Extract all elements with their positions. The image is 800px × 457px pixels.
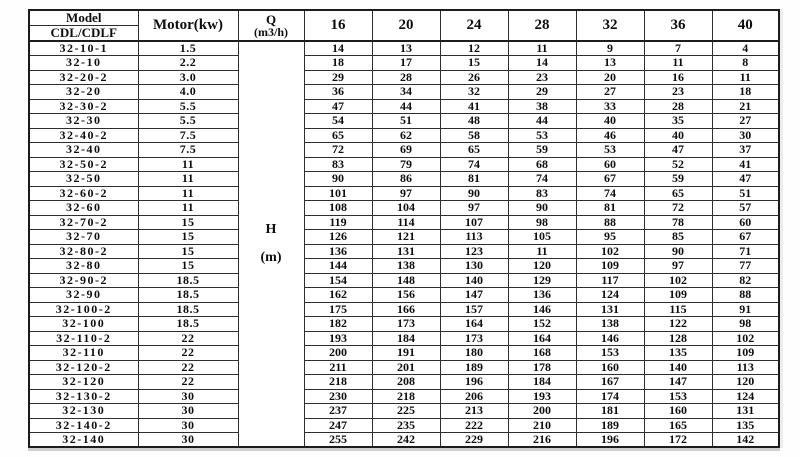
table-row <box>29 56 779 71</box>
model-cell: 32-30-2 <box>29 99 138 114</box>
head-value-cell: 32 <box>440 85 508 100</box>
head-value-cell: 168 <box>508 346 576 361</box>
head-value-cell: 102 <box>712 331 779 346</box>
head-value-cell: 208 <box>372 375 440 390</box>
head-value-cell: 67 <box>712 230 779 245</box>
table-row <box>29 172 779 187</box>
head-value-cell: 97 <box>644 259 712 274</box>
head-value-cell: 113 <box>712 360 779 375</box>
head-value-cell: 160 <box>644 404 712 419</box>
head-value-cell: 60 <box>576 157 644 172</box>
head-value-cell: 144 <box>304 259 372 274</box>
head-value-cell: 14 <box>304 41 372 56</box>
head-value-cell: 153 <box>644 389 712 404</box>
head-value-cell: 184 <box>372 331 440 346</box>
head-value-cell: 162 <box>304 288 372 303</box>
head-value-cell: 86 <box>372 172 440 187</box>
head-value-cell: 101 <box>304 186 372 201</box>
head-value-cell: 109 <box>644 288 712 303</box>
model-cell: 32-110-2 <box>29 331 138 346</box>
head-value-cell: 28 <box>372 70 440 85</box>
motor-cell: 3.0 <box>138 70 238 85</box>
head-value-cell: 34 <box>372 85 440 100</box>
head-value-cell: 27 <box>576 85 644 100</box>
motor-cell: 30 <box>138 433 238 448</box>
head-value-cell: 81 <box>440 172 508 187</box>
head-value-cell: 119 <box>304 215 372 230</box>
head-value-cell: 11 <box>508 244 576 259</box>
head-value-cell: 47 <box>304 99 372 114</box>
head-value-cell: 83 <box>508 186 576 201</box>
head-value-cell: 140 <box>644 360 712 375</box>
head-value-cell: 142 <box>712 433 779 448</box>
table-row <box>29 375 779 390</box>
head-value-cell: 102 <box>576 244 644 259</box>
head-value-cell: 4 <box>712 41 779 56</box>
head-value-cell: 235 <box>372 418 440 433</box>
head-value-cell: 131 <box>712 404 779 419</box>
table-row <box>29 360 779 375</box>
model-cell: 32-130-2 <box>29 389 138 404</box>
head-value-cell: 79 <box>372 157 440 172</box>
model-cell: 32-10-1 <box>29 41 138 56</box>
head-value-cell: 14 <box>508 56 576 71</box>
model-cell: 32-60 <box>29 201 138 216</box>
motor-cell: 2.2 <box>138 56 238 71</box>
model-cell: 32-100 <box>29 317 138 332</box>
head-value-cell: 122 <box>644 317 712 332</box>
table-row <box>29 201 779 216</box>
head-value-cell: 121 <box>372 230 440 245</box>
head-value-cell: 27 <box>712 114 779 129</box>
head-value-cell: 48 <box>440 114 508 129</box>
head-value-cell: 65 <box>644 186 712 201</box>
head-value-cell: 138 <box>576 317 644 332</box>
head-value-cell: 120 <box>712 375 779 390</box>
head-value-cell: 104 <box>372 201 440 216</box>
head-value-cell: 153 <box>576 346 644 361</box>
table-row <box>29 389 779 404</box>
head-value-cell: 136 <box>508 288 576 303</box>
motor-cell: 18.5 <box>138 273 238 288</box>
head-value-cell: 225 <box>372 404 440 419</box>
head-value-cell: 90 <box>644 244 712 259</box>
head-value-cell: 47 <box>644 143 712 158</box>
head-value-cell: 210 <box>508 418 576 433</box>
motor-cell: 18.5 <box>138 302 238 317</box>
head-value-cell: 172 <box>644 433 712 448</box>
motor-cell: 5.5 <box>138 99 238 114</box>
head-value-cell: 108 <box>304 201 372 216</box>
head-value-cell: 146 <box>576 331 644 346</box>
table-row <box>29 215 779 230</box>
head-value-cell: 113 <box>440 230 508 245</box>
pump-spec-table <box>28 9 780 448</box>
head-value-cell: 88 <box>712 288 779 303</box>
head-value-cell: 37 <box>712 143 779 158</box>
head-value-cell: 222 <box>440 418 508 433</box>
head-value-cell: 54 <box>304 114 372 129</box>
head-value-cell: 206 <box>440 389 508 404</box>
model-cell: 32-80 <box>29 259 138 274</box>
motor-cell: 22 <box>138 346 238 361</box>
motor-cell: 15 <box>138 244 238 259</box>
head-value-cell: 97 <box>372 186 440 201</box>
model-cell: 32-50 <box>29 172 138 187</box>
head-value-cell: 18 <box>712 85 779 100</box>
model-cell: 32-90-2 <box>29 273 138 288</box>
head-value-cell: 90 <box>304 172 372 187</box>
flow-col-header: 32 <box>576 10 644 41</box>
head-value-cell: 8 <box>712 56 779 71</box>
head-value-cell: 120 <box>508 259 576 274</box>
motor-cell: 18.5 <box>138 288 238 303</box>
head-unit-cell <box>238 41 304 447</box>
table-row <box>29 230 779 245</box>
head-value-cell: 28 <box>644 99 712 114</box>
table-row <box>29 433 779 448</box>
motor-cell: 11 <box>138 157 238 172</box>
head-value-cell: 58 <box>440 128 508 143</box>
motor-cell: 15 <box>138 259 238 274</box>
motor-cell: 30 <box>138 389 238 404</box>
head-value-cell: 129 <box>508 273 576 288</box>
head-value-cell: 26 <box>440 70 508 85</box>
head-value-cell: 69 <box>372 143 440 158</box>
table-row <box>29 114 779 129</box>
head-value-cell: 98 <box>712 317 779 332</box>
head-value-cell: 7 <box>644 41 712 56</box>
model-header: Model <box>29 10 138 26</box>
motor-cell: 15 <box>138 230 238 245</box>
head-value-cell: 148 <box>372 273 440 288</box>
head-value-cell: 123 <box>440 244 508 259</box>
model-cell: 32-110 <box>29 346 138 361</box>
motor-header: Motor(kw) <box>138 10 238 41</box>
head-value-cell: 135 <box>644 346 712 361</box>
flow-col-header: 40 <box>712 10 779 41</box>
head-value-cell: 102 <box>644 273 712 288</box>
head-value-cell: 88 <box>576 215 644 230</box>
motor-cell: 18.5 <box>138 317 238 332</box>
head-value-cell: 255 <box>304 433 372 448</box>
table-row <box>29 259 779 274</box>
model-cell: 32-20-2 <box>29 70 138 85</box>
head-value-cell: 72 <box>644 201 712 216</box>
head-value-cell: 128 <box>644 331 712 346</box>
head-value-cell: 216 <box>508 433 576 448</box>
head-value-cell: 38 <box>508 99 576 114</box>
motor-cell: 4.0 <box>138 85 238 100</box>
head-value-cell: 65 <box>440 143 508 158</box>
head-value-cell: 213 <box>440 404 508 419</box>
table-row <box>29 70 779 85</box>
head-value-cell: 164 <box>440 317 508 332</box>
model-subheader: CDL/CDLF <box>29 26 138 42</box>
model-cell: 32-120-2 <box>29 360 138 375</box>
head-value-cell: 184 <box>508 375 576 390</box>
head-value-cell: 11 <box>644 56 712 71</box>
head-value-cell: 178 <box>508 360 576 375</box>
head-value-cell: 218 <box>304 375 372 390</box>
header-row-1 <box>29 10 779 26</box>
head-value-cell: 36 <box>304 85 372 100</box>
head-value-cell: 41 <box>440 99 508 114</box>
model-cell: 32-140 <box>29 433 138 448</box>
head-value-cell: 53 <box>508 128 576 143</box>
motor-cell: 22 <box>138 360 238 375</box>
table-row <box>29 317 779 332</box>
head-value-cell: 136 <box>304 244 372 259</box>
motor-cell: 11 <box>138 186 238 201</box>
head-value-cell: 237 <box>304 404 372 419</box>
head-value-cell: 91 <box>712 302 779 317</box>
head-value-cell: 59 <box>508 143 576 158</box>
model-cell: 32-30 <box>29 114 138 129</box>
head-value-cell: 62 <box>372 128 440 143</box>
head-value-cell: 126 <box>304 230 372 245</box>
model-cell: 32-50-2 <box>29 157 138 172</box>
model-cell: 32-20 <box>29 85 138 100</box>
head-value-cell: 11 <box>712 70 779 85</box>
table-row <box>29 143 779 158</box>
table-row <box>29 128 779 143</box>
head-value-cell: 51 <box>372 114 440 129</box>
head-value-cell: 130 <box>440 259 508 274</box>
model-cell: 32-120 <box>29 375 138 390</box>
head-value-cell: 41 <box>712 157 779 172</box>
head-value-cell: 181 <box>576 404 644 419</box>
flow-col-header: 24 <box>440 10 508 41</box>
table-row <box>29 99 779 114</box>
motor-cell: 15 <box>138 215 238 230</box>
head-value-cell: 53 <box>576 143 644 158</box>
head-value-cell: 29 <box>508 85 576 100</box>
head-value-cell: 51 <box>712 186 779 201</box>
motor-cell: 5.5 <box>138 114 238 129</box>
head-value-cell: 131 <box>576 302 644 317</box>
head-value-cell: 242 <box>372 433 440 448</box>
head-value-cell: 12 <box>440 41 508 56</box>
head-value-cell: 21 <box>712 99 779 114</box>
head-value-cell: 72 <box>304 143 372 158</box>
head-value-cell: 230 <box>304 389 372 404</box>
head-value-cell: 78 <box>644 215 712 230</box>
head-value-cell: 152 <box>508 317 576 332</box>
head-value-cell: 218 <box>372 389 440 404</box>
head-value-cell: 60 <box>712 215 779 230</box>
head-value-cell: 107 <box>440 215 508 230</box>
table-row <box>29 404 779 419</box>
model-cell: 32-100-2 <box>29 302 138 317</box>
head-value-cell: 157 <box>440 302 508 317</box>
model-cell: 32-140-2 <box>29 418 138 433</box>
flow-col-header: 20 <box>372 10 440 41</box>
table-row <box>29 302 779 317</box>
head-value-cell: 247 <box>304 418 372 433</box>
head-value-cell: 74 <box>440 157 508 172</box>
table-row <box>29 273 779 288</box>
head-value-cell: 23 <box>508 70 576 85</box>
model-cell: 32-70 <box>29 230 138 245</box>
table-row <box>29 244 779 259</box>
motor-cell: 22 <box>138 375 238 390</box>
motor-cell: 30 <box>138 418 238 433</box>
model-cell: 32-40-2 <box>29 128 138 143</box>
head-value-cell: 174 <box>576 389 644 404</box>
head-value-cell: 95 <box>576 230 644 245</box>
head-value-cell: 90 <box>440 186 508 201</box>
head-value-cell: 9 <box>576 41 644 56</box>
head-value-cell: 131 <box>372 244 440 259</box>
motor-cell: 11 <box>138 172 238 187</box>
head-value-cell: 35 <box>644 114 712 129</box>
model-cell: 32-90 <box>29 288 138 303</box>
flow-unit-symbol: Q <box>265 12 277 27</box>
head-value-cell: 13 <box>372 41 440 56</box>
head-value-cell: 193 <box>508 389 576 404</box>
flow-col-header: 28 <box>508 10 576 41</box>
head-value-cell: 97 <box>440 201 508 216</box>
head-value-cell: 160 <box>576 360 644 375</box>
head-value-cell: 40 <box>576 114 644 129</box>
head-value-cell: 109 <box>576 259 644 274</box>
head-value-cell: 59 <box>644 172 712 187</box>
head-value-cell: 67 <box>576 172 644 187</box>
flow-unit-header <box>238 10 304 41</box>
head-value-cell: 68 <box>508 157 576 172</box>
head-value-cell: 200 <box>508 404 576 419</box>
head-value-cell: 74 <box>576 186 644 201</box>
table-row <box>29 331 779 346</box>
head-value-cell: 16 <box>644 70 712 85</box>
flow-col-header: 16 <box>304 10 372 41</box>
head-value-cell: 154 <box>304 273 372 288</box>
head-value-cell: 180 <box>440 346 508 361</box>
head-value-cell: 82 <box>712 273 779 288</box>
table-row <box>29 346 779 361</box>
head-value-cell: 146 <box>508 302 576 317</box>
head-value-cell: 200 <box>304 346 372 361</box>
head-value-cell: 117 <box>576 273 644 288</box>
head-value-cell: 18 <box>304 56 372 71</box>
table-row <box>29 288 779 303</box>
table-row <box>29 41 779 56</box>
head-value-cell: 71 <box>712 244 779 259</box>
head-value-cell: 30 <box>712 128 779 143</box>
head-value-cell: 20 <box>576 70 644 85</box>
head-value-cell: 65 <box>304 128 372 143</box>
head-value-cell: 98 <box>508 215 576 230</box>
flow-unit-text: (m3/h) <box>254 25 288 39</box>
motor-cell: 22 <box>138 331 238 346</box>
head-value-cell: 124 <box>712 389 779 404</box>
head-value-cell: 47 <box>712 172 779 187</box>
head-value-cell: 74 <box>508 172 576 187</box>
head-value-cell: 175 <box>304 302 372 317</box>
model-cell: 32-70-2 <box>29 215 138 230</box>
table-row <box>29 186 779 201</box>
head-value-cell: 83 <box>304 157 372 172</box>
head-value-cell: 114 <box>372 215 440 230</box>
head-value-cell: 105 <box>508 230 576 245</box>
head-value-cell: 173 <box>440 331 508 346</box>
head-value-cell: 17 <box>372 56 440 71</box>
head-value-cell: 57 <box>712 201 779 216</box>
head-value-cell: 189 <box>576 418 644 433</box>
head-value-cell: 196 <box>576 433 644 448</box>
head-value-cell: 191 <box>372 346 440 361</box>
head-value-cell: 193 <box>304 331 372 346</box>
head-value-cell: 81 <box>576 201 644 216</box>
head-value-cell: 44 <box>508 114 576 129</box>
head-value-cell: 140 <box>440 273 508 288</box>
head-value-cell: 124 <box>576 288 644 303</box>
table-row <box>29 157 779 172</box>
head-value-cell: 29 <box>304 70 372 85</box>
head-value-cell: 109 <box>712 346 779 361</box>
motor-cell: 11 <box>138 201 238 216</box>
head-value-cell: 15 <box>440 56 508 71</box>
head-value-cell: 229 <box>440 433 508 448</box>
head-value-cell: 90 <box>508 201 576 216</box>
model-cell: 32-60-2 <box>29 186 138 201</box>
head-unit-text: (m) <box>260 250 282 265</box>
head-unit-symbol: H <box>265 222 277 237</box>
head-value-cell: 164 <box>508 331 576 346</box>
flow-col-header: 36 <box>644 10 712 41</box>
head-value-cell: 196 <box>440 375 508 390</box>
model-cell: 32-130 <box>29 404 138 419</box>
head-value-cell: 135 <box>712 418 779 433</box>
head-value-cell: 201 <box>372 360 440 375</box>
head-value-cell: 11 <box>508 41 576 56</box>
head-value-cell: 166 <box>372 302 440 317</box>
head-value-cell: 173 <box>372 317 440 332</box>
head-value-cell: 77 <box>712 259 779 274</box>
motor-cell: 7.5 <box>138 128 238 143</box>
head-value-cell: 211 <box>304 360 372 375</box>
motor-cell: 7.5 <box>138 143 238 158</box>
head-value-cell: 23 <box>644 85 712 100</box>
model-cell: 32-10 <box>29 56 138 71</box>
head-value-cell: 138 <box>372 259 440 274</box>
head-value-cell: 167 <box>576 375 644 390</box>
head-value-cell: 182 <box>304 317 372 332</box>
head-value-cell: 165 <box>644 418 712 433</box>
head-value-cell: 147 <box>644 375 712 390</box>
head-value-cell: 147 <box>440 288 508 303</box>
head-value-cell: 13 <box>576 56 644 71</box>
head-value-cell: 40 <box>644 128 712 143</box>
head-value-cell: 115 <box>644 302 712 317</box>
head-value-cell: 85 <box>644 230 712 245</box>
head-value-cell: 156 <box>372 288 440 303</box>
model-cell: 32-40 <box>29 143 138 158</box>
head-value-cell: 33 <box>576 99 644 114</box>
head-value-cell: 46 <box>576 128 644 143</box>
table-row <box>29 85 779 100</box>
table-row <box>29 418 779 433</box>
model-cell: 32-80-2 <box>29 244 138 259</box>
motor-cell: 30 <box>138 404 238 419</box>
head-value-cell: 189 <box>440 360 508 375</box>
head-value-cell: 52 <box>644 157 712 172</box>
head-value-cell: 44 <box>372 99 440 114</box>
motor-cell: 1.5 <box>138 41 238 56</box>
